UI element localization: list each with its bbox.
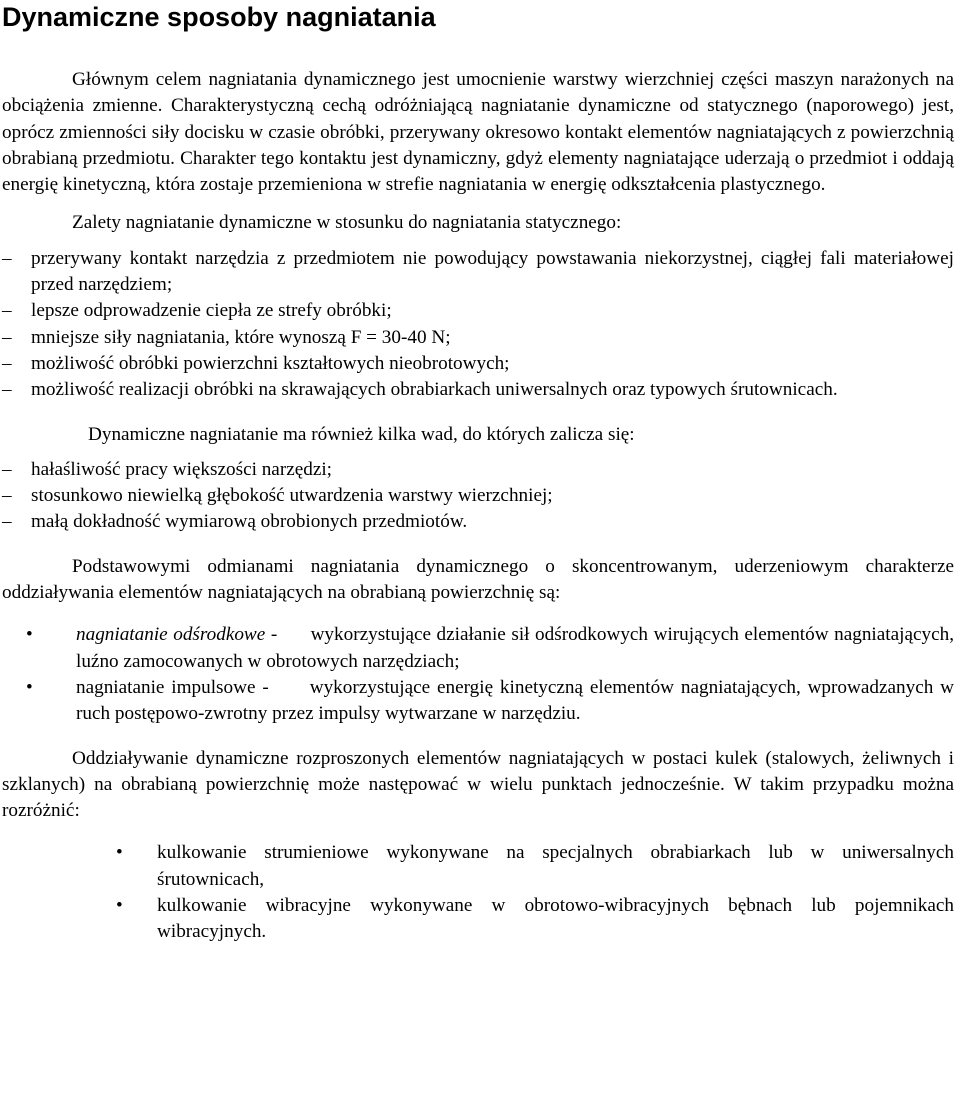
list-item: – małą dokładność wymiarową obrobionych przedmiotów.: [2, 509, 954, 535]
list-item: – hałaśliwość pracy większości narzędzi;: [2, 457, 954, 483]
list-item: – możliwość realizacji obróbki na skrawających obrabiarkach uniwersalnych oraz typowych śrutownicach.: [2, 377, 954, 403]
list-item: – lepsze odprowadzenie ciepła ze strefy obróbki;: [2, 298, 954, 324]
disadvantages-heading: Dynamiczne nagniatanie ma również kilka wad, do których zalicza się:: [88, 423, 635, 445]
list-item: • kulkowanie wibracyjne wykonywane w obrotowo-wibracyjnych bębnach lub pojemnikach wibracyjnych.: [116, 895, 954, 943]
list-item: – stosunkowo niewielką głębokość utwardzenia warstwy wierzchniej;: [2, 483, 954, 509]
variant-term: nagniatanie impulsowe: [76, 676, 256, 698]
list-item: • nagniatanie impulsowe - wykorzystujące energię kinetyczną elementów nagniatających, wprowadzanych w ruch postępowo-zwrotny przez impulsy wytwarzane w narzędziu.: [26, 676, 954, 725]
list-item: – możliwość obróbki powierzchni kształtowych nieobrotowych;: [2, 351, 954, 377]
dash-icon: –: [2, 247, 12, 269]
dash-icon: –: [2, 458, 12, 480]
list-item: – przerywany kontakt narzędzia z przedmiotem nie powodujący powstawania niekorzystnej, ciągłej fali materiałowej przed narzędziem;: [2, 247, 954, 296]
page-title: Dynamiczne sposoby nagniatania: [2, 2, 436, 32]
shot-methods-list: [2, 840, 954, 945]
variant-description: wykorzystujące działanie sił odśrodkowych wirujących elementów nagniatających, luźno zamocowanych w obrotowych narzędziach;: [76, 624, 954, 672]
list-item: • nagniatanie odśrodkowe - wykorzystujące działanie sił odśrodkowych wirujących elementów nagniatających, luźno zamocowanych w obrotowych narzędziach;: [26, 624, 954, 672]
dash-icon: –: [2, 485, 12, 507]
bullet-icon: •: [26, 624, 33, 646]
list-item: – mniejsze siły nagniatania, które wynoszą F = 30-40 N;: [2, 325, 954, 351]
dash-icon: –: [2, 511, 12, 533]
bullet-icon: •: [26, 676, 33, 698]
bullet-icon: •: [116, 895, 123, 917]
variants-intro-paragraph: Podstawowymi odmianami nagniatania dynamicznego o skoncentrowanym, uderzeniowym charakterze oddziaływania elementów nagniatających na obrabianą powierzchnię są:: [2, 555, 954, 604]
advantages-heading: Zalety nagniatanie dynamiczne w stosunku do nagniatania statycznego:: [72, 212, 622, 234]
list-item: • kulkowanie strumieniowe wykonywane na specjalnych obrabiarkach lub w uniwersalnych śrutownicach,: [116, 842, 954, 890]
dash-icon: –: [2, 352, 12, 374]
disadvantages-list: [2, 457, 954, 536]
advantages-list: [2, 246, 954, 404]
variant-term: nagniatanie odśrodkowe: [76, 624, 266, 646]
dash-icon: –: [2, 300, 12, 322]
dash-icon: –: [2, 326, 12, 348]
variant-description: wykorzystujące energię kinetyczną elementów nagniatających, wprowadzanych w ruch postępowo-zwrotny przez impulsy wytwarzane w narzędziu.: [76, 676, 954, 725]
dash-icon: –: [2, 379, 12, 401]
shot-peening-paragraph: Oddziaływanie dynamiczne rozproszonych elementów nagniatających w postaci kulek (stalowych, żeliwnych i szklanych) na obrabianą powierzchnię może następować w wielu punktach jednocześnie. W takim przypadku można rozróżnić:: [2, 747, 954, 822]
intro-paragraph: Głównym celem nagniatania dynamicznego jest umocnienie warstwy wierzchniej części maszyn narażonych na obciążenia zmienne. Charakterystyczną cechą odróżniającą nagniatanie dynamiczne od statycznego (naporowego) jest, oprócz zmienności siły docisku w czasie obróbki, przerywany okresowo kontakt elementów nagniatających z powierzchnią obrabianą przedmiotu. Charakter tego kontaktu jest dynamiczny, gdyż elementy nagniatające uderzają o przedmiot i oddają energię kinetyczną, która zostaje przemieniona w strefie nagniatania w energię odkształcenia plastycznego.: [2, 69, 954, 196]
variants-list: [2, 622, 954, 727]
bullet-icon: •: [116, 842, 123, 864]
